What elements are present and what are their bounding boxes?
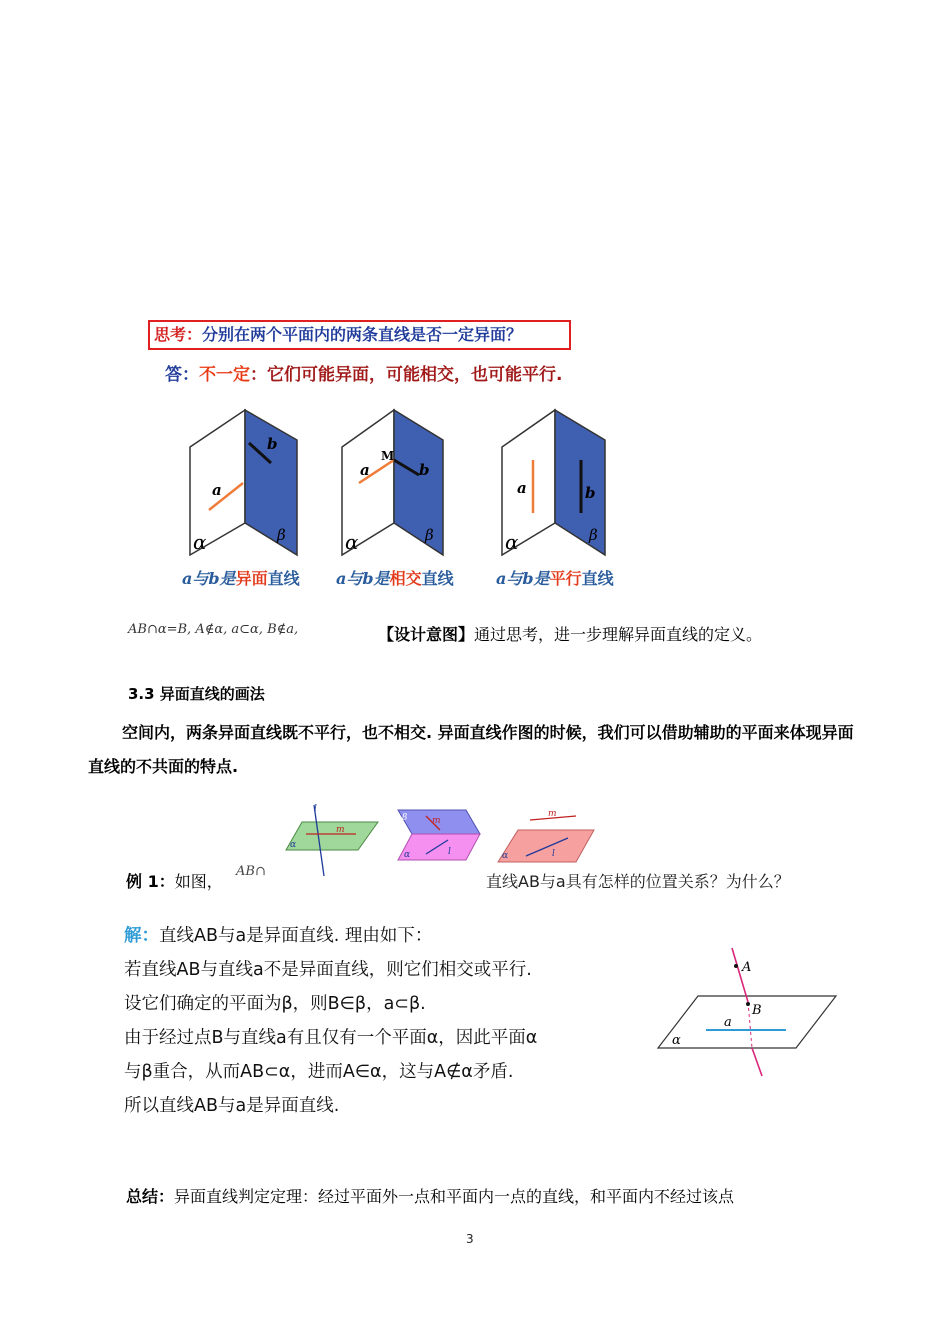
answer-label: 答： — [165, 365, 199, 385]
solfig-label-a-point: A — [742, 960, 752, 975]
design-intent-text: 通过思考，进一步理解异面直线的定义。 — [474, 625, 763, 644]
fig1-label-b: b — [267, 435, 278, 453]
figure-skew-lines — [185, 405, 300, 565]
small3-label-l: l — [552, 849, 555, 859]
summary — [126, 1184, 734, 1207]
math-conditions: AB∩α=B, A∉α, a⊂α, B∉a, — [128, 622, 299, 637]
small-figure-pink-plane — [496, 806, 598, 866]
fig2-label-a: a — [360, 461, 370, 479]
solfig-label-alpha: α — [672, 1033, 681, 1048]
figure-intersecting-lines — [337, 405, 452, 565]
solfig-label-b-point: B — [752, 1003, 762, 1018]
small1-label-m: m — [336, 825, 345, 835]
example-ab-fragment: AB∩ — [236, 864, 266, 879]
solution-label: 解： — [124, 926, 159, 946]
solution-line-3: 设它们确定的平面为β，则B∈β，a⊂β. — [124, 994, 426, 1014]
summary-text: 异面直线判定定理：经过平面外一点和平面内一点的直线，和平面内不经过该点 — [174, 1187, 735, 1206]
solfig-label-a-line: a — [724, 1015, 732, 1030]
design-intent — [378, 622, 762, 645]
caption-parallel: a与b是平行直线 — [496, 569, 614, 588]
page-number: 3 — [466, 1232, 474, 1246]
fig2-label-b: b — [419, 461, 430, 479]
fig2-label-alpha: α — [345, 530, 359, 554]
example-question: 直线AB与a具有怎样的位置关系？为什么？ — [486, 872, 790, 891]
example-text: 如图， — [174, 872, 223, 891]
fig3-label-beta: β — [589, 526, 598, 544]
small1-label-alpha: α — [290, 840, 297, 850]
summary-label: 总结： — [126, 1187, 175, 1206]
solution-line-1: 解：直线AB与a是异面直线. 理由如下： — [124, 926, 433, 946]
caption-skew: a与b是异面直线 — [182, 569, 300, 588]
section-paragraph: 空间内，两条异面直线既不平行，也不相交. 异面直线作图的时候，我们可以借助辅助的平面来体现异面直线的不共面的特点. — [88, 723, 854, 776]
small1-label-l: l — [314, 804, 317, 814]
solution-line-2: 若直线AB与直线a不是异面直线，则它们相交或平行. — [124, 960, 532, 980]
answer-line — [165, 360, 562, 385]
small2-label-l: l — [448, 847, 451, 857]
example-1 — [126, 869, 223, 892]
fig1-label-alpha: α — [193, 530, 207, 554]
small2-label-beta: β — [402, 813, 408, 823]
example-label: 例 1： — [126, 872, 175, 891]
think-question-box — [148, 320, 571, 350]
solution-line-4: 由于经过点B与直线a有且仅有一个平面α，因此平面α — [124, 1028, 538, 1048]
think-text: 分别在两个平面内的两条直线是否一定异面？ — [202, 325, 523, 344]
small3-label-m: m — [548, 809, 557, 819]
solution-line-5: 与β重合，从而AB⊂α，进而A∈α，这与A∉α矛盾. — [124, 1062, 514, 1082]
solution-figure — [656, 944, 840, 1080]
small2-label-alpha: α — [404, 850, 411, 860]
fig1-label-a: a — [212, 481, 222, 499]
small-figure-two-planes — [396, 808, 484, 864]
small2-label-m: m — [432, 816, 441, 826]
think-label: 思考： — [154, 325, 203, 344]
small3-label-alpha: α — [502, 851, 509, 861]
figure-parallel-lines — [497, 405, 612, 565]
design-intent-label: 【设计意图】 — [378, 625, 475, 644]
small-figure-green-plane — [284, 800, 384, 878]
fig2-label-m: M — [381, 449, 395, 463]
answer-text: ：它们可能异面，可能相交，也可能平行. — [250, 365, 563, 385]
fig3-label-b: b — [585, 484, 596, 502]
solution-line-6: 所以直线AB与a是异面直线. — [124, 1096, 340, 1116]
fig1-label-beta: β — [277, 526, 286, 544]
fig2-label-beta: β — [425, 526, 434, 544]
section-title: 3.3 异面直线的画法 — [128, 685, 265, 703]
fig3-label-alpha: α — [505, 530, 519, 554]
caption-intersecting: a与b是相交直线 — [336, 569, 454, 588]
answer-highlight: 不一定 — [199, 365, 250, 385]
fig3-label-a: a — [517, 479, 527, 497]
